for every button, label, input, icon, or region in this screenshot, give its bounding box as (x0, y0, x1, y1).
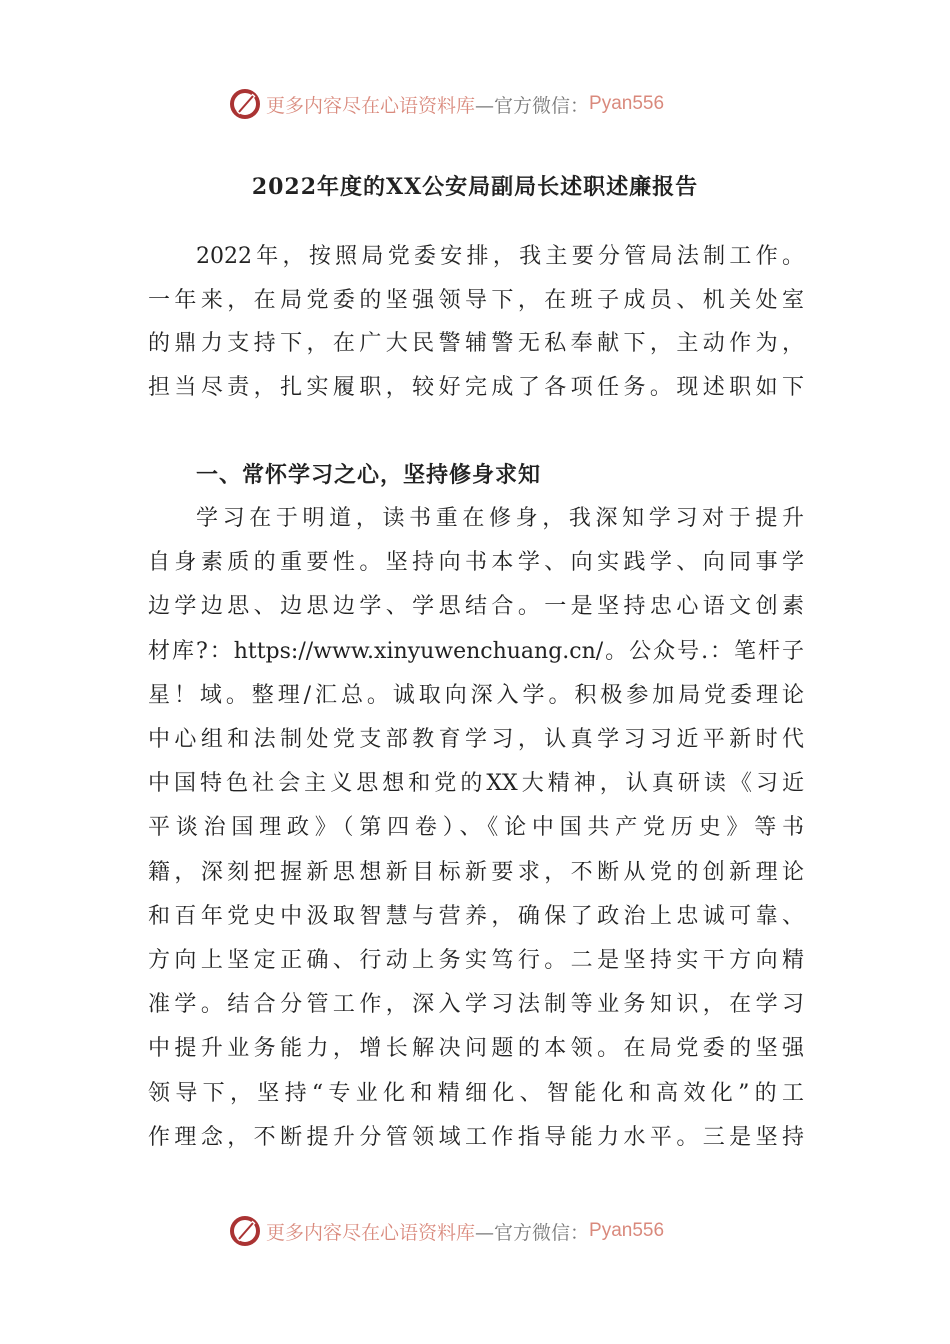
quill-logo-icon (228, 1214, 262, 1248)
watermark-wechat-label: —官方微信： (475, 1221, 590, 1244)
watermark-wechat-id: Pyan556 (589, 93, 665, 114)
text-line: 2022年，按照局党委安排，我主要分管局法制工作。 (196, 244, 804, 269)
text-line: 中提升业务能力，增长解决问题的本领。在局党委的坚强 (148, 1036, 804, 1062)
watermark-wechat-id: Pyan556 (589, 1220, 665, 1241)
text-line: 的鼎力支持下，在广大民警辅警无私奉献下，主动作为， (148, 331, 804, 357)
text-line: 中心组和法制处党支部教育学习，认真学习习近平新时代 (148, 727, 804, 752)
text-line: 担当尽责，扎实履职，较好完成了各项任务。现述职如下 (148, 375, 804, 401)
footer-watermark (228, 1211, 664, 1251)
text-line: 和百年党史中汲取智慧与营养，确保了政治上忠诚可靠、 (148, 903, 804, 929)
text-line: 学习在于明道，读书重在修身，我深知学习对于提升 (196, 506, 804, 531)
watermark-wechat-label: —官方微信： (475, 94, 590, 117)
text-line: 自身素质的重要性。坚持向书本学、向实践学、向同事学 (148, 550, 804, 576)
text-line: 材库?：https://www.xinyuwenchuang.cn/。公众号.：笔杆子 (148, 638, 804, 664)
section-heading: 一、常怀学习之心，坚持修身求知 (196, 462, 542, 488)
text-line: 准学。结合分管工作，深入学习法制等业务知识，在学习 (148, 992, 804, 1018)
text-line: 方向上坚定正确、行动上务实笃行。二是坚持实干方向精 (148, 948, 804, 973)
watermark-text: 更多内容尽在心语资料库 (266, 94, 476, 117)
header-watermark (228, 84, 664, 124)
text-line: 籍，深刻把握新思想新目标新要求，不断从党的创新理论 (148, 859, 804, 885)
text-line: 作理念，不断提升分管领域工作指导能力水平。三是坚持 (148, 1124, 804, 1150)
text-line: 平谈治国理政》（第四卷）、《论中国共产党历史》等书 (148, 815, 804, 841)
text-line: 中国特色社会主义思想和党的XX大精神，认真研读《习近 (148, 771, 804, 797)
text-line: 边学边思、边思边学、学思结合。一是坚持忠心语文创素 (148, 594, 804, 620)
document-title: 2022年度的XX公安局副局长述职述廉报告 (251, 174, 699, 200)
quill-logo-icon (228, 87, 262, 121)
text-line: 领导下，坚持“专业化和精细化、智能化和高效化”的工 (148, 1080, 804, 1106)
watermark-text: 更多内容尽在心语资料库 (266, 1221, 476, 1244)
text-line: 星！域。整理/汇总。诚取向深入学。积极参加局党委理论 (148, 682, 804, 708)
text-line: 一年来，在局党委的坚强领导下，在班子成员、机关处室 (148, 287, 804, 313)
